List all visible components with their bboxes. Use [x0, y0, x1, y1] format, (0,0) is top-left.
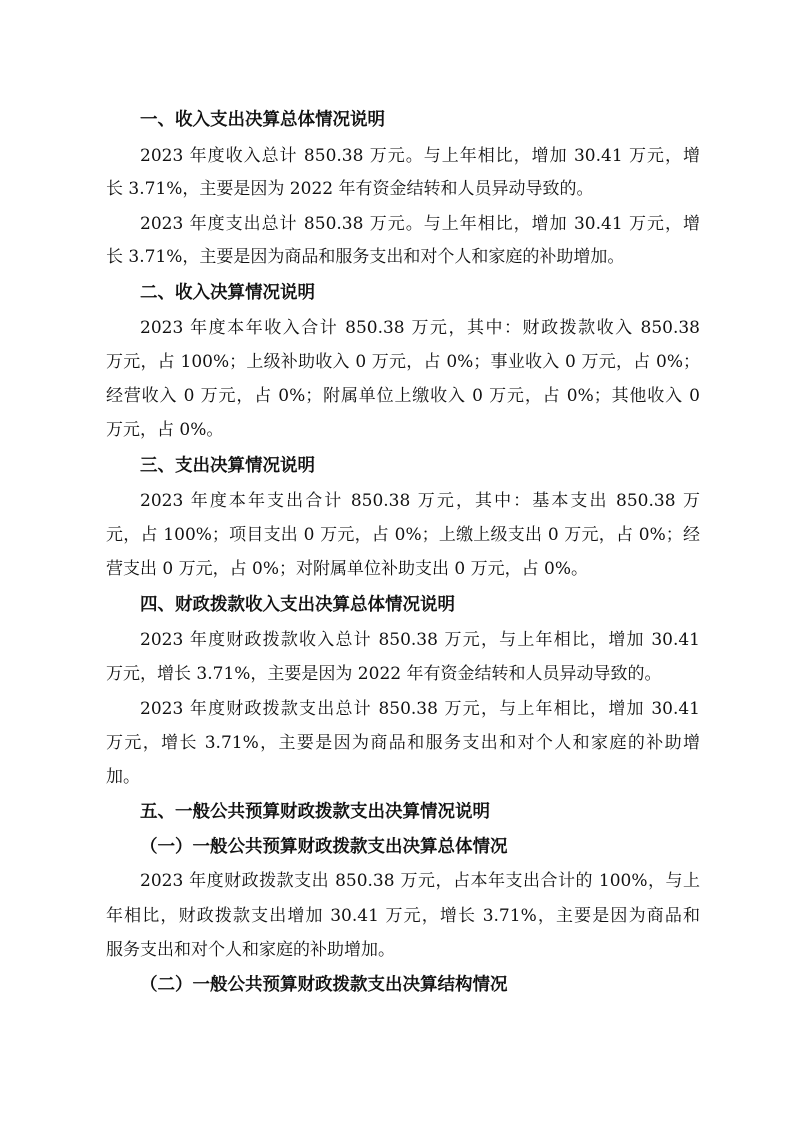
paragraph-line: 年相比，财政拨款支出增加 30.41 万元，增长 3.71%，主要是因为商品和 [106, 906, 700, 926]
paragraph-line: 万元，占 0%。 [106, 420, 224, 440]
paragraph-line: 2023 年度收入总计 850.38 万元。与上年相比，增加 30.41 万元，增 [140, 146, 700, 166]
paragraph-line: 长 3.71%，主要是因为 2022 年有资金结转和人员异动导致的。 [106, 179, 594, 199]
paragraph-line: 万元，占 100%；上级补助收入 0 万元，占 0%；事业收入 0 万元，占 0%； [106, 352, 700, 372]
paragraph-line: 2023 年度财政拨款支出总计 850.38 万元，与上年相比，增加 30.41 [140, 699, 700, 719]
paragraph-line: 经营收入 0 万元，占 0%；附属单位上缴收入 0 万元，占 0%；其他收入 0 [106, 386, 700, 406]
paragraph-line: 服务支出和对个人和家庭的补助增加。 [106, 940, 395, 960]
subsection-heading-2: （二）一般公共预算财政拨款支出决算结构情况 [140, 975, 508, 995]
paragraph-line: 2023 年度本年收入合计 850.38 万元，其中：财政拨款收入 850.38 [140, 318, 700, 338]
paragraph-line: 2023 年度支出总计 850.38 万元。与上年相比，增加 30.41 万元，增 [140, 214, 700, 234]
section-heading-2: 二、收入决算情况说明 [140, 283, 315, 303]
section-heading-5: 五、一般公共预算财政拨款支出决算情况说明 [140, 802, 490, 822]
paragraph-line: 2023 年度财政拨款收入总计 850.38 万元，与上年相比，增加 30.41 [140, 630, 700, 650]
paragraph-line: 万元，增长 3.71%，主要是因为 2022 年有资金结转和人员异动导致的。 [106, 664, 662, 684]
section-heading-4: 四、财政拨款收入支出决算总体情况说明 [140, 595, 455, 615]
paragraph-line: 万元，增长 3.71%，主要是因为商品和服务支出和对个人和家庭的补助增 [106, 733, 700, 753]
paragraph-line: 长 3.71%，主要是因为商品和服务支出和对个人和家庭的补助增加。 [106, 247, 625, 267]
paragraph-line: 加。 [106, 767, 140, 787]
section-heading-1: 一、收入支出决算总体情况说明 [140, 110, 385, 130]
paragraph-line: 元，占 100%；项目支出 0 万元，占 0%；上缴上级支出 0 万元，占 0%；经 [106, 525, 700, 545]
paragraph-line: 2023 年度本年支出合计 850.38 万元，其中：基本支出 850.38 万 [140, 491, 700, 511]
subsection-heading-1: （一）一般公共预算财政拨款支出决算总体情况 [140, 837, 508, 857]
section-heading-3: 三、支出决算情况说明 [140, 456, 315, 476]
paragraph-line: 营支出 0 万元，占 0%；对附属单位补助支出 0 万元，占 0%。 [106, 559, 588, 579]
paragraph-line: 2023 年度财政拨款支出 850.38 万元，占本年支出合计的 100%，与上 [140, 871, 700, 891]
